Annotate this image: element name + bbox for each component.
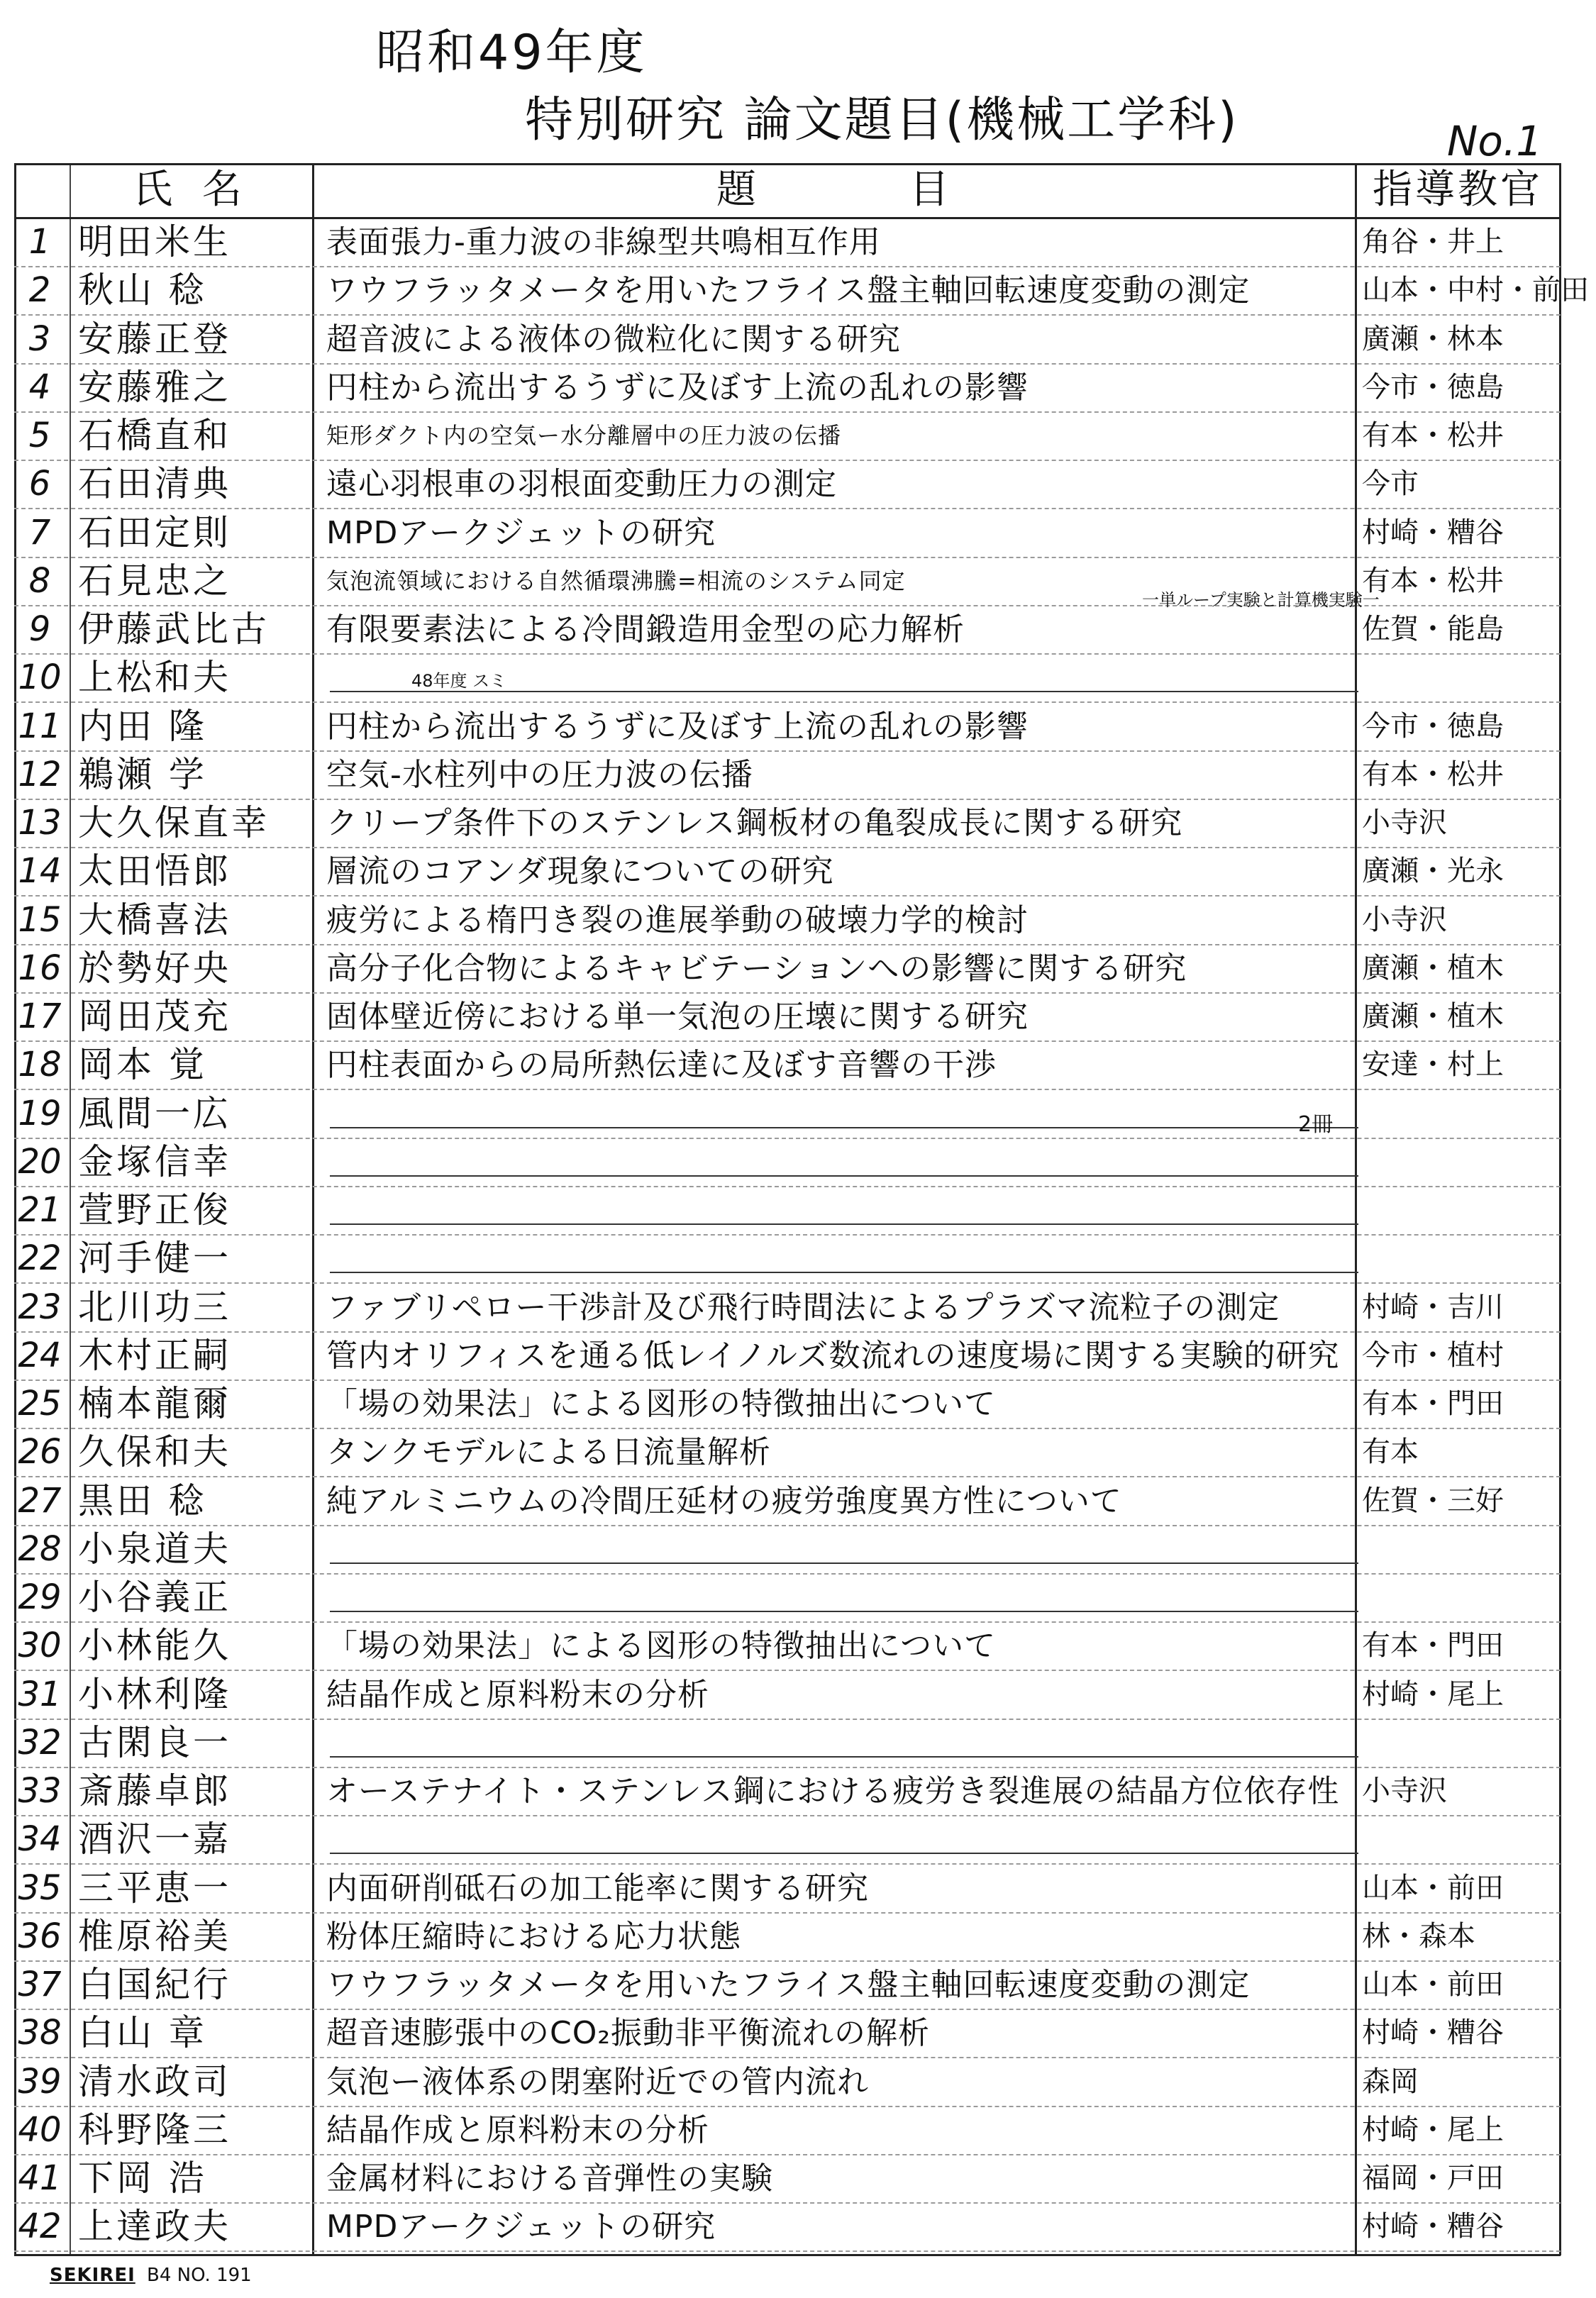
table-row	[14, 606, 1561, 653]
advisor-names: 村崎・糟谷	[1362, 2016, 1504, 2049]
table-row	[14, 267, 1589, 314]
blank-entry-line	[330, 1223, 1358, 1225]
thesis-title: 内面研削砥石の加工能率に関する研究	[326, 1870, 869, 1906]
table-row	[14, 1767, 1561, 1815]
advisor-names: 小寺沢	[1362, 904, 1447, 936]
advisor-names	[1362, 1090, 1539, 1138]
student-name: 白国紀行	[78, 1964, 231, 2005]
row-number: 5	[28, 416, 51, 455]
row-number: 36	[18, 1916, 62, 1956]
row-number: 8	[28, 561, 51, 601]
thesis-title: タンクモデルによる日流量解析	[326, 1434, 771, 1470]
table-row	[14, 1284, 1561, 1331]
row-number: 6	[28, 464, 51, 504]
advisor-names: 有本・松井	[1362, 565, 1504, 597]
advisor-names: 有本・門田	[1362, 1387, 1504, 1420]
paper-brand: SEKIREI	[50, 2265, 135, 2286]
table-row	[14, 1816, 1561, 1863]
student-name: 椎原裕美	[78, 1916, 231, 1957]
thesis-title: 管内オリフィスを通る低レイノルズ数流れの速度場に関する実験的研究	[326, 1338, 1340, 1374]
student-name: 石橋直和	[78, 415, 231, 456]
student-name: 小林能久	[78, 1625, 231, 1666]
student-name: 安藤正登	[78, 318, 231, 360]
table-row	[14, 2009, 1561, 2057]
thesis-title: 疲労による楕円き裂の進展挙動の破壊力学的検討	[326, 902, 1029, 938]
student-name: 太田悟郎	[78, 850, 231, 892]
thesis-title: 矩形ダクト内の空気ー水分離層中の圧力波の伝播	[326, 422, 842, 449]
table-row	[14, 316, 1561, 363]
table-row	[14, 2058, 1561, 2106]
student-name: 河手健一	[78, 1238, 231, 1279]
paper-footer	[50, 2265, 252, 2286]
advisor-names: 福岡・戸田	[1362, 2162, 1504, 2194]
thesis-title: 超音波による液体の微粒化に関する研究	[326, 321, 901, 357]
paper-code: B4 NO. 191	[147, 2265, 252, 2286]
thesis-title: 遠心羽根車の羽根面変動圧力の測定	[326, 466, 837, 502]
table-row	[14, 412, 1561, 460]
advisor-names	[1362, 1719, 1539, 1767]
thesis-title	[326, 1187, 1355, 1234]
blank-entry-line	[330, 1611, 1358, 1612]
thesis-title: 純アルミニウムの冷間圧延材の疲労強度異方性について	[326, 1483, 1122, 1519]
table-row	[14, 1913, 1561, 1960]
advisor-names: 佐賀・能島	[1362, 613, 1504, 645]
thesis-table	[14, 163, 1589, 2255]
advisor-names: 廣瀬・林本	[1362, 323, 1504, 355]
row-number: 39	[18, 2062, 62, 2102]
advisor-names: 村崎・尾上	[1362, 2114, 1504, 2146]
student-name: 明田米生	[78, 221, 231, 262]
row-divider	[14, 2250, 1561, 2252]
table-row	[14, 1380, 1561, 1428]
document-title: 特別研究 論文題目(機械工学科)	[525, 92, 1239, 148]
blank-entry-line	[330, 1175, 1358, 1177]
row-number: 29	[18, 1577, 62, 1617]
thesis-title: MPDアークジェットの研究	[326, 515, 716, 551]
advisor-names: 有本・松井	[1362, 758, 1504, 791]
table-row	[14, 1428, 1561, 1476]
row-number: 32	[18, 1723, 62, 1763]
student-name: 北川功三	[78, 1287, 231, 1328]
student-name: 清水政司	[78, 2061, 231, 2102]
thesis-title: 円柱から流出するうずに及ぼす上流の乱れの影響	[326, 370, 1029, 406]
student-name: 鵜瀬 学	[78, 754, 207, 795]
table-row	[14, 654, 1561, 701]
advisor-names: 山本・前田	[1362, 1872, 1504, 1904]
advisor-names: 有本・門田	[1362, 1629, 1504, 1662]
thesis-title: オーステナイト・ステンレス鋼における疲労き裂進展の結晶方位依存性	[326, 1773, 1340, 1809]
student-name: 三平恵一	[78, 1867, 231, 1909]
table-row	[14, 799, 1561, 847]
thesis-title	[326, 1090, 1355, 1138]
advisor-names	[1362, 1235, 1539, 1282]
row-number: 26	[18, 1432, 62, 1472]
row-number: 37	[18, 1965, 62, 2004]
thesis-title	[326, 1235, 1355, 1282]
row-number: 2	[28, 270, 51, 310]
student-name: 安藤雅之	[78, 367, 231, 408]
advisor-names: 今市・植村	[1362, 1339, 1504, 1372]
student-name: 上達政夫	[78, 2206, 231, 2247]
thesis-title: 気泡ー液体系の閉塞附近での管内流れ	[326, 2064, 869, 2100]
row-number: 19	[18, 1094, 62, 1133]
table-row	[14, 1526, 1561, 1573]
thesis-title: 円柱から流出するうずに及ぼす上流の乱れの影響	[326, 709, 1029, 745]
advisor-names: 村崎・吉川	[1362, 1291, 1504, 1323]
row-number: 17	[18, 997, 62, 1036]
advisor-names: 佐賀・三好	[1362, 1484, 1504, 1517]
student-name: 岡田茂充	[78, 996, 231, 1037]
table-border-top	[14, 163, 1561, 165]
thesis-title: 表面張力-重力波の非線型共鳴相互作用	[326, 224, 881, 260]
student-name: 伊藤武比古	[78, 609, 270, 650]
row-number: 7	[28, 513, 51, 553]
table-row	[14, 751, 1561, 799]
row-number: 21	[18, 1190, 62, 1230]
advisor-names: 村崎・糟谷	[1362, 516, 1504, 549]
row8-annotation: 一単ループ実験と計算機実験一	[1142, 590, 1380, 610]
advisor-names: 今市	[1362, 467, 1419, 500]
student-name: 内田 隆	[78, 706, 207, 747]
table-row	[14, 1235, 1561, 1282]
table-row	[14, 1574, 1561, 1621]
advisor-names: 山本・中村・前田	[1362, 274, 1589, 306]
column-header-title: 題 目	[716, 167, 958, 213]
student-name: 木村正嗣	[78, 1335, 231, 1376]
thesis-title: 空気-水柱列中の圧力波の伝播	[326, 757, 753, 793]
thesis-title: 金属材料における音弾性の実験	[326, 2160, 773, 2197]
student-name: 黒田 稔	[78, 1480, 207, 1521]
student-name: 科野隆三	[78, 2109, 231, 2150]
row-number: 12	[18, 755, 62, 794]
table-row	[14, 1961, 1561, 2009]
table-row	[14, 2203, 1561, 2250]
advisor-names: 村崎・糟谷	[1362, 2210, 1504, 2243]
advisor-names: 有本・松井	[1362, 419, 1504, 452]
thesis-title	[326, 1138, 1355, 1186]
table-row	[14, 364, 1561, 411]
row-number: 15	[18, 900, 62, 940]
row-number: 25	[18, 1384, 62, 1423]
blank-entry-line	[330, 1853, 1358, 1854]
advisor-names	[1362, 1138, 1539, 1186]
student-name: 岡本 覚	[78, 1044, 207, 1085]
student-name: 大橋喜法	[78, 899, 231, 940]
row-number: 27	[18, 1481, 62, 1521]
thesis-title: 気泡流領域における自然循環沸騰=相流のシステム同定	[326, 567, 906, 594]
thesis-title: ファブリペロー干渉計及び飛行時間法によるプラズマ流粒子の測定	[326, 1289, 1280, 1326]
student-name: 石田清典	[78, 463, 231, 504]
thesis-title: 「場の効果法」による図形の特徴抽出について	[326, 1386, 997, 1422]
table-row	[14, 703, 1561, 750]
row-number: 10	[18, 657, 62, 697]
advisor-names: 廣瀬・光永	[1362, 855, 1504, 887]
table-row	[14, 1332, 1561, 1380]
table-row	[14, 993, 1561, 1040]
student-name: 小泉道夫	[78, 1528, 231, 1570]
thesis-title: 結晶作成と原料粉末の分析	[326, 1677, 709, 1713]
student-name: 金塚信幸	[78, 1141, 231, 1182]
row-number: 40	[18, 2110, 62, 2150]
row-number: 31	[18, 1675, 62, 1714]
student-name: 萱野正俊	[78, 1189, 231, 1231]
thesis-title: 円柱表面からの局所熱伝達に及ぼす音響の干渉	[326, 1047, 997, 1083]
student-name: 楠本龍爾	[78, 1383, 231, 1424]
row-number: 1	[28, 222, 51, 262]
advisor-names: 今市・徳島	[1362, 371, 1504, 404]
row-number: 38	[18, 2013, 62, 2053]
row-number: 24	[18, 1336, 62, 1375]
advisor-names: 安達・村上	[1362, 1048, 1504, 1081]
row-number: 34	[18, 1819, 62, 1859]
student-name: 秋山 稔	[78, 270, 207, 311]
row-number: 28	[18, 1529, 62, 1569]
page-number: No.1	[1447, 117, 1543, 165]
student-name: 斎藤卓郎	[78, 1770, 231, 1811]
thesis-title: MPDアークジェットの研究	[326, 2209, 716, 2245]
row-number: 14	[18, 851, 62, 891]
thesis-title: 高分子化合物によるキャビテーションへの影響に関する研究	[326, 950, 1187, 987]
student-name: 古閑良一	[78, 1722, 231, 1763]
thesis-title	[326, 1526, 1355, 1573]
table-row	[14, 1671, 1561, 1719]
advisor-names	[1362, 654, 1539, 701]
advisor-names: 山本・前田	[1362, 1968, 1504, 2001]
thesis-title: 層流のコアンダ現象についての研究	[326, 853, 834, 889]
student-name: 於勢好央	[78, 948, 231, 989]
thesis-title: 超音速膨張中のCO₂振動非平衡流れの解析	[326, 2015, 930, 2051]
row-number: 22	[18, 1238, 62, 1278]
row17-annotation: 2冊	[1298, 1112, 1334, 1137]
thesis-title	[326, 1574, 1355, 1621]
student-name: 小谷義正	[78, 1577, 231, 1618]
row-number: 9	[28, 609, 51, 649]
table-row	[14, 897, 1561, 944]
table-row	[14, 509, 1561, 557]
row-number: 18	[18, 1045, 62, 1084]
advisor-names	[1362, 1574, 1539, 1621]
table-row	[14, 460, 1561, 508]
student-name: 風間一広	[78, 1093, 231, 1134]
advisor-names: 廣瀬・植木	[1362, 1000, 1504, 1033]
document-year: 昭和49年度	[376, 25, 648, 81]
table-row	[14, 945, 1561, 992]
advisor-names: 今市・徳島	[1362, 710, 1504, 743]
thesis-title: 有限要素法による冷間鍛造用金型の応力解析	[326, 611, 965, 648]
advisor-names: 森岡	[1362, 2065, 1419, 2098]
row10-annotation: 48年度 スミ	[411, 671, 507, 691]
table-row	[14, 1187, 1561, 1234]
thesis-title: 「場の効果法」による図形の特徴抽出について	[326, 1628, 997, 1664]
column-header-advisor: 指導教官	[1373, 167, 1543, 213]
row-number: 33	[18, 1771, 62, 1811]
row-number: 30	[18, 1626, 62, 1665]
advisor-names: 林・森本	[1362, 1920, 1475, 1953]
table-row	[14, 1041, 1561, 1089]
blank-entry-line	[330, 1272, 1358, 1273]
row-number: 11	[18, 706, 62, 746]
advisor-names: 角谷・井上	[1362, 226, 1504, 258]
student-name: 上松和夫	[78, 657, 231, 698]
table-row	[14, 1477, 1561, 1525]
row-number: 35	[18, 1868, 62, 1908]
table-row	[14, 218, 1561, 266]
row-number: 41	[18, 2158, 62, 2198]
table-row	[14, 2155, 1561, 2202]
thesis-title	[326, 1816, 1355, 1863]
advisor-names: 有本	[1362, 1436, 1419, 1468]
student-name: 久保和夫	[78, 1431, 231, 1472]
blank-entry-line	[330, 1127, 1358, 1128]
thesis-title	[326, 1719, 1355, 1767]
thesis-title: ワウフラッタメータを用いたフライス盤主軸回転速度変動の測定	[326, 272, 1251, 309]
thesis-title: 固体壁近傍における単一気泡の圧壊に関する研究	[326, 999, 1029, 1035]
student-name: 石見忠之	[78, 560, 231, 601]
table-row	[14, 1622, 1561, 1670]
student-name: 石田定則	[78, 512, 231, 553]
row-number: 16	[18, 948, 62, 988]
table-row	[14, 1865, 1561, 1912]
table-border-bottom	[14, 2254, 1561, 2256]
student-name: 下岡 浩	[78, 2158, 207, 2199]
thesis-title: クリープ条件下のステンレス鋼板材の亀裂成長に関する研究	[326, 805, 1183, 841]
row-number: 23	[18, 1287, 62, 1327]
advisor-names: 村崎・尾上	[1362, 1678, 1504, 1711]
thesis-title: 粉体圧縮時における応力状態	[326, 1919, 741, 1955]
row-number: 4	[28, 367, 51, 407]
advisor-names: 小寺沢	[1362, 1775, 1447, 1807]
blank-entry-line	[330, 1562, 1358, 1564]
row-number: 13	[18, 803, 62, 843]
table-row	[14, 848, 1561, 895]
advisor-names	[1362, 1187, 1539, 1234]
table-row	[14, 2106, 1561, 2154]
advisor-names	[1362, 1816, 1539, 1863]
table-row	[14, 1719, 1561, 1767]
student-name: 白山 章	[78, 2012, 207, 2053]
table-row	[14, 1138, 1561, 1186]
student-name: 酒沢一嘉	[78, 1819, 231, 1860]
row-number: 3	[28, 319, 51, 359]
advisor-names: 廣瀬・植木	[1362, 952, 1504, 984]
advisor-names: 小寺沢	[1362, 806, 1447, 839]
blank-entry-line	[330, 1756, 1358, 1758]
student-name: 大久保直幸	[78, 802, 270, 843]
row-number: 42	[18, 2207, 62, 2246]
advisor-names	[1362, 1526, 1539, 1573]
column-header-name: 氏 名	[133, 167, 250, 213]
thesis-title: ワウフラッタメータを用いたフライス盤主軸回転速度変動の測定	[326, 1967, 1251, 2003]
student-name: 小林利隆	[78, 1674, 231, 1715]
thesis-title: 結晶作成と原料粉末の分析	[326, 2112, 709, 2148]
row-number: 20	[18, 1142, 62, 1182]
